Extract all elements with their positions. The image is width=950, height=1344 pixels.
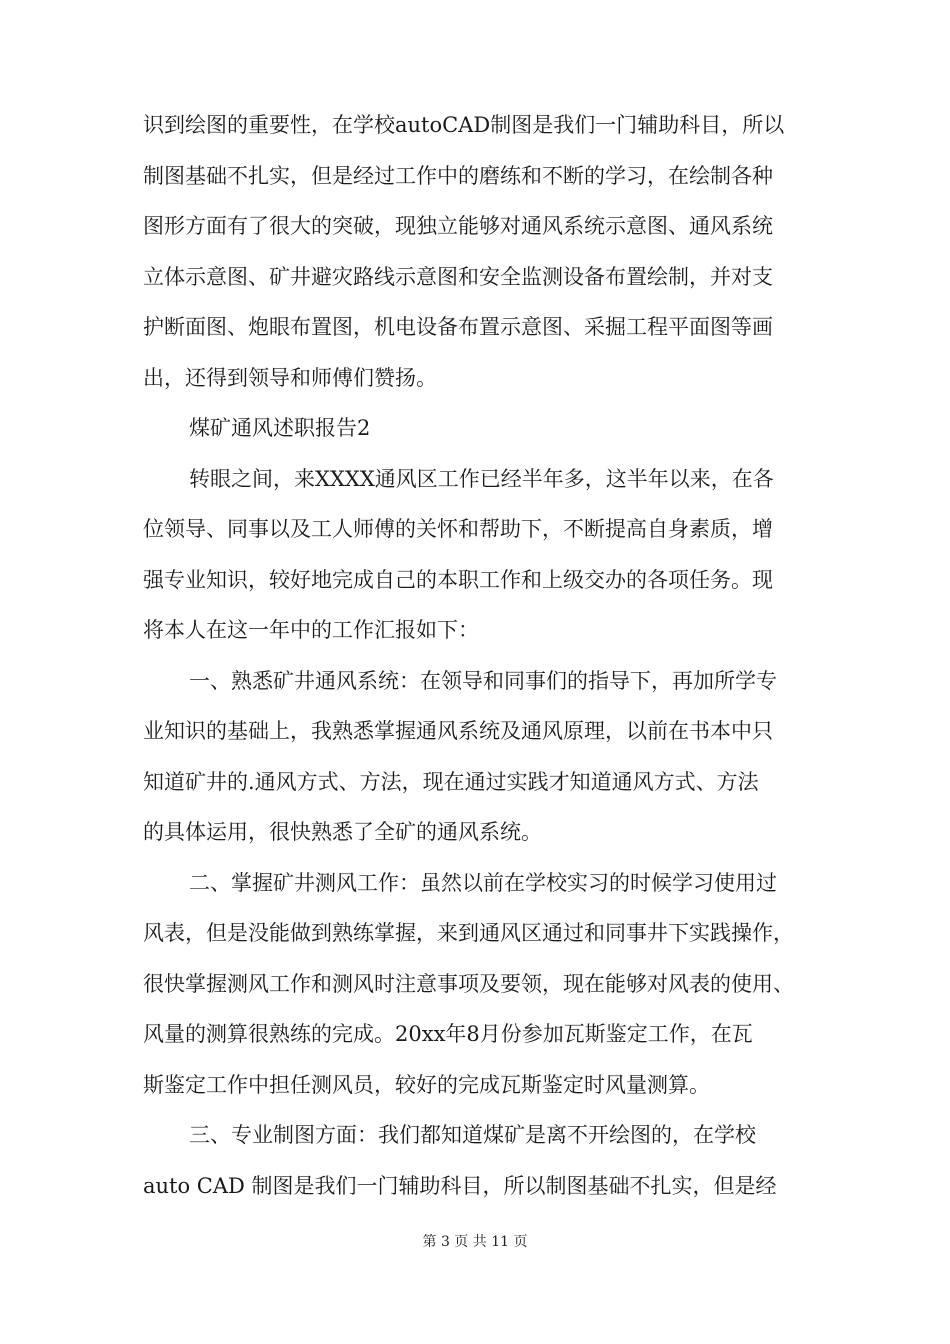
- text-line: 立体示意图、矿井避灾路线示意图和安全监测设备布置绘制，并对支: [143, 264, 773, 289]
- text-line: 斯鉴定工作中担任测风员，较好的完成瓦斯鉴定时风量测算。: [143, 1072, 710, 1097]
- body-text: [143, 100, 813, 1211]
- text-line: 强专业知识，较好地完成自己的本职工作和上级交办的各项任务。现: [143, 567, 773, 592]
- text-line: 护断面图、炮眼布置图，机电设备布置示意图、采掘工程平面图等画: [143, 315, 773, 339]
- text-line: 将本人在这一年中的工作汇报如下：: [143, 618, 479, 642]
- text-line: 三、专业制图方面：我们都知道煤矿是离不开绘图的，在学校: [189, 1123, 756, 1147]
- text-line: 风量的测算很熟练的完成。20xx年8月份参加瓦斯鉴定工作，在瓦: [143, 1022, 753, 1046]
- text-line: auto CAD 制图是我们一门辅助科目，所以制图基础不扎实，但是经: [143, 1173, 777, 1198]
- text-line: 图形方面有了很大的突破，现独立能够对通风系统示意图、通风系统: [143, 214, 773, 238]
- text-line: 煤矿通风述职报告2: [189, 416, 371, 440]
- text-line: 风表，但是没能做到熟练掌握，来到通风区通过和同事井下实践操作，: [143, 921, 794, 945]
- text-line: 转眼之间，来XXXX通风区工作已经半年多，这半年以来，在各: [189, 466, 774, 491]
- text-line: 的具体运用，很快熟悉了全矿的通风系统。: [143, 820, 542, 844]
- text-line: 二、掌握矿井测风工作：虽然以前在学校实习的时候学习使用过: [189, 870, 777, 895]
- text-line: 很快掌握测风工作和测风时注意事项及要领，现在能够对风表的使用、: [143, 971, 794, 996]
- text-line: 制图基础不扎实，但是经过工作中的磨练和不断的学习，在绘制各种: [143, 163, 773, 188]
- text-line: 识到绘图的重要性，在学校autoCAD制图是我们一门辅助科目，所以: [143, 113, 785, 137]
- text-line: 一、熟悉矿井通风系统：在领导和同事们的指导下，再加所学专: [189, 668, 777, 693]
- text-line: 业知识的基础上，我熟悉掌握通风系统及通风原理，以前在书本中只: [143, 719, 773, 743]
- text-line: 位领导、同事以及工人师傅的关怀和帮助下，不断提高自身素质，增: [143, 517, 773, 541]
- text-line: 知道矿井的.通风方式、方法，现在通过实践才知道通风方式、方法: [143, 769, 759, 794]
- text-line: 出，还得到领导和师傅们赞扬。: [143, 365, 437, 390]
- page-footer: 第 3 页 共 11 页: [422, 1234, 528, 1250]
